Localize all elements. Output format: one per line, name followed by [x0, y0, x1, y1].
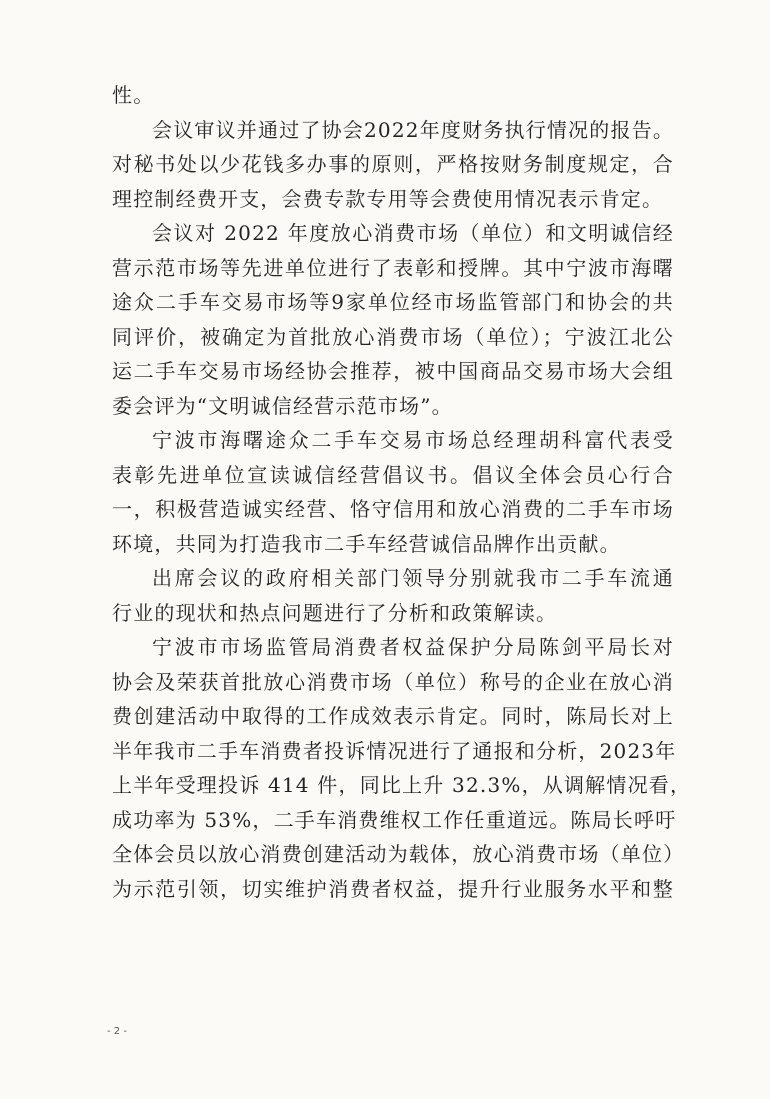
text-line: 对秘书处以少花钱多办事的原则，严格按财务制度规定，合: [112, 152, 674, 176]
text-line: 表彰先进单位宣读诚信经营倡议书。倡议全体会员心行合: [112, 462, 674, 487]
text-line: 理控制经费开支，会费专款专用等会费使用情况表示肯定。: [112, 186, 664, 211]
text-line: 性。: [112, 83, 155, 107]
text-line: 半年我市二手车消费者投诉情况进行了通报和分析，2023年: [112, 738, 677, 763]
text-line: 环境，共同为打造我市二手车经营诚信品牌作出贡献。: [112, 531, 621, 556]
text-line: 出席会议的政府相关部门领导分别就我市二手车流通: [152, 566, 674, 590]
page-number: - 2 -: [107, 1026, 127, 1037]
text-line: 运二手车交易市场经协会推荐，被中国商品交易市场大会组: [112, 359, 674, 383]
text-line: 为示范引领，切实维护消费者权益，提升行业服务水平和整: [112, 876, 674, 901]
text-line: 一，积极营造诚实经营、恪守信用和放心消费的二手车市场: [112, 497, 674, 521]
text-line: 行业的现状和热点问题进行了分析和政策解读。: [112, 600, 558, 625]
document-body: [112, 78, 692, 906]
text-line: 宁波市海曙途众二手车交易市场总经理胡科富代表受: [152, 428, 674, 452]
text-line: 宁波市市场监管局消费者权益保护分局陈剑平局长对: [152, 635, 674, 659]
text-line: 上半年受理投诉 414 件，同比上升 32.3%，从调解情况看，: [112, 773, 692, 797]
text-line: 协会及荣获首批放心消费市场（单位）称号的企业在放心消: [112, 669, 674, 694]
text-line: 委会评为“文明诚信经营示范市场”。: [112, 393, 453, 418]
text-line: 费创建活动中取得的工作成效表示肯定。同时，陈局长对上: [112, 704, 674, 728]
text-line: 营示范市场等先进单位进行了表彰和授牌。其中宁波市海曙: [112, 255, 674, 280]
text-line: 全体会员以放心消费创建活动为载体，放心消费市场（单位）: [112, 842, 685, 866]
text-line: 同评价，被确定为首批放心消费市场（单位）；宁波江北公: [112, 324, 674, 349]
text-line: 会议审议并通过了协会2022年度财务执行情况的报告。: [152, 117, 675, 142]
text-line: 成功率为 53%，二手车消费维权工作任重道远。陈局长呼吁: [112, 807, 677, 832]
text-line: 会议对 2022 年度放心消费市场（单位）和文明诚信经: [152, 221, 674, 245]
text-line: 途众二手车交易市场等9家单位经市场监管部门和协会的共: [112, 290, 674, 314]
